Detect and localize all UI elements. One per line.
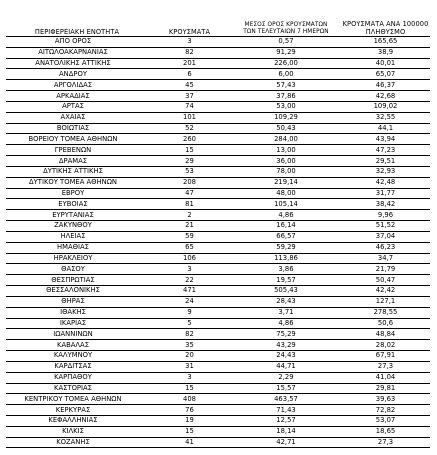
- table-row: [6, 145, 430, 156]
- table-row: [6, 242, 430, 253]
- table-row: [6, 264, 430, 275]
- table-row: [6, 47, 430, 58]
- table-row: [6, 123, 430, 134]
- cell-seven-day-average: 6,00: [231, 69, 341, 80]
- table-row: [6, 372, 430, 383]
- cell-regional-unit: ΙΩΑΝΝΙΝΩΝ: [6, 329, 148, 340]
- cases-table: [6, 10, 430, 448]
- cell-cases: 5: [148, 318, 231, 329]
- cell-seven-day-average: 2,29: [231, 372, 341, 383]
- header-regional-unit: ΠΕΡΙΦΕΡΕΙΑΚΗ ΕΝΟΤΗΤΑ: [6, 10, 148, 37]
- cell-cases-per-100k: 42,68: [341, 91, 430, 102]
- cell-regional-unit: ΘΕΣΣΑΛΟΝΙΚΗΣ: [6, 286, 148, 297]
- cell-regional-unit: ΚΑΡΠΑΘΟΥ: [6, 372, 148, 383]
- cell-regional-unit: ΑΝΔΡΟΥ: [6, 69, 148, 80]
- cell-cases: 59: [148, 231, 231, 242]
- cell-cases-per-100k: 72,82: [341, 405, 430, 416]
- cell-regional-unit: ΖΑΚΥΝΘΟΥ: [6, 221, 148, 232]
- cell-cases-per-100k: 51,52: [341, 221, 430, 232]
- table-row: [6, 188, 430, 199]
- cell-cases: 3: [148, 37, 231, 48]
- table-row: [6, 221, 430, 232]
- cell-regional-unit: ΔΥΤΙΚΟΥ ΤΟΜΕΑ ΑΘΗΝΩΝ: [6, 177, 148, 188]
- cell-cases: 82: [148, 47, 231, 58]
- table-row: [6, 231, 430, 242]
- cell-cases: 45: [148, 80, 231, 91]
- cell-cases-per-100k: 28,02: [341, 340, 430, 351]
- table-row: [6, 37, 430, 48]
- cell-cases-per-100k: 278,55: [341, 307, 430, 318]
- cell-regional-unit: ΘΕΣΠΡΩΤΙΑΣ: [6, 275, 148, 286]
- table-row: [6, 166, 430, 177]
- cell-cases: 9: [148, 307, 231, 318]
- cell-regional-unit: ΚΟΖΑΝΗΣ: [6, 437, 148, 448]
- cell-seven-day-average: 4,86: [231, 318, 341, 329]
- header-rate-line1: ΚΡΟΥΣΜΑΤΑ ΑΝΑ 100000: [342, 20, 429, 28]
- cell-seven-day-average: 3,86: [231, 264, 341, 275]
- cell-regional-unit: ΘΑΣΟΥ: [6, 264, 148, 275]
- cell-cases-per-100k: 42,42: [341, 286, 430, 297]
- cell-regional-unit: ΚΙΛΚΙΣ: [6, 426, 148, 437]
- cell-seven-day-average: 24,43: [231, 351, 341, 362]
- cell-cases-per-100k: 38,9: [341, 47, 430, 58]
- cell-cases-per-100k: 50,47: [341, 275, 430, 286]
- cell-cases-per-100k: 31,77: [341, 188, 430, 199]
- cell-cases: 37: [148, 91, 231, 102]
- table-row: [6, 394, 430, 405]
- cell-seven-day-average: 59,29: [231, 242, 341, 253]
- cell-cases-per-100k: 46,23: [341, 242, 430, 253]
- header-cases-per-100k: [341, 10, 430, 37]
- cell-cases: 52: [148, 123, 231, 134]
- cell-regional-unit: ΚΑΛΥΜΝΟΥ: [6, 351, 148, 362]
- header-row: [6, 10, 430, 37]
- cell-regional-unit: ΚΕΝΤΡΙΚΟΥ ΤΟΜΕΑ ΑΘΗΝΩΝ: [6, 394, 148, 405]
- cell-cases-per-100k: 109,02: [341, 101, 430, 112]
- cell-regional-unit: ΕΥΒΟΙΑΣ: [6, 199, 148, 210]
- header-seven-day-average: [231, 10, 341, 37]
- cell-regional-unit: ΑΡΓΟΛΙΔΑΣ: [6, 80, 148, 91]
- cell-cases: 81: [148, 199, 231, 210]
- cell-cases: 74: [148, 101, 231, 112]
- cell-seven-day-average: 13,00: [231, 145, 341, 156]
- cell-cases: 408: [148, 394, 231, 405]
- cell-seven-day-average: 0,57: [231, 37, 341, 48]
- cell-seven-day-average: 226,00: [231, 58, 341, 69]
- cell-cases-per-100k: 47,23: [341, 145, 430, 156]
- cell-regional-unit: ΚΕΡΚΥΡΑΣ: [6, 405, 148, 416]
- table-row: [6, 340, 430, 351]
- table-row: [6, 383, 430, 394]
- cell-cases-per-100k: 41,04: [341, 372, 430, 383]
- cell-regional-unit: ΗΛΕΙΑΣ: [6, 231, 148, 242]
- cell-cases: 82: [148, 329, 231, 340]
- cell-cases: 76: [148, 405, 231, 416]
- cell-cases-per-100k: 48,84: [341, 329, 430, 340]
- cell-seven-day-average: 12,57: [231, 415, 341, 426]
- cell-seven-day-average: 219,14: [231, 177, 341, 188]
- cell-cases: 31: [148, 361, 231, 372]
- cell-cases-per-100k: 38,42: [341, 199, 430, 210]
- cell-regional-unit: ΒΟΙΩΤΙΑΣ: [6, 123, 148, 134]
- cell-cases-per-100k: 43,94: [341, 134, 430, 145]
- cell-regional-unit: ΚΑΒΑΛΑΣ: [6, 340, 148, 351]
- cell-seven-day-average: 57,43: [231, 80, 341, 91]
- cell-regional-unit: ΑΡΤΑΣ: [6, 101, 148, 112]
- cell-cases-per-100k: 39,63: [341, 394, 430, 405]
- cell-seven-day-average: 105,14: [231, 199, 341, 210]
- cell-cases-per-100k: 34,7: [341, 253, 430, 264]
- cell-regional-unit: ΑΙΤΩΛΟΑΚΑΡΝΑΝΙΑΣ: [6, 47, 148, 58]
- cell-seven-day-average: 78,00: [231, 166, 341, 177]
- cell-cases: 15: [148, 426, 231, 437]
- cell-seven-day-average: 42,71: [231, 437, 341, 448]
- cell-seven-day-average: 91,29: [231, 47, 341, 58]
- table-row: [6, 307, 430, 318]
- table-row: [6, 177, 430, 188]
- cell-regional-unit: ΑΝΑΤΟΛΙΚΗΣ ΑΤΤΙΚΗΣ: [6, 58, 148, 69]
- cell-seven-day-average: 19,57: [231, 275, 341, 286]
- cell-cases: 20: [148, 351, 231, 362]
- cell-seven-day-average: 113,86: [231, 253, 341, 264]
- cell-seven-day-average: 505,43: [231, 286, 341, 297]
- cell-seven-day-average: 66,57: [231, 231, 341, 242]
- cell-regional-unit: ΑΧΑΪΑΣ: [6, 112, 148, 123]
- cell-regional-unit: ΙΘΑΚΗΣ: [6, 307, 148, 318]
- cell-cases-per-100k: 32,93: [341, 166, 430, 177]
- cell-cases-per-100k: 65,07: [341, 69, 430, 80]
- cell-cases-per-100k: 67,91: [341, 351, 430, 362]
- cell-cases: 260: [148, 134, 231, 145]
- cell-seven-day-average: 284,00: [231, 134, 341, 145]
- cell-regional-unit: ΔΥΤΙΚΗΣ ΑΤΤΙΚΗΣ: [6, 166, 148, 177]
- header-avg-line2: ΤΩΝ ΤΕΛΕΥΤΑΙΩΝ 7 ΗΜΕΡΩΝ: [243, 29, 329, 35]
- cell-cases: 3: [148, 264, 231, 275]
- cell-cases: 201: [148, 58, 231, 69]
- cell-regional-unit: ΕΒΡΟΥ: [6, 188, 148, 199]
- cell-cases: 6: [148, 69, 231, 80]
- cell-cases: 21: [148, 221, 231, 232]
- cell-cases-per-100k: 32,55: [341, 112, 430, 123]
- cell-regional-unit: ΚΑΣΤΟΡΙΑΣ: [6, 383, 148, 394]
- table-row: [6, 199, 430, 210]
- cell-cases-per-100k: 29,51: [341, 156, 430, 167]
- cell-seven-day-average: 463,57: [231, 394, 341, 405]
- cell-cases: 29: [148, 156, 231, 167]
- cell-cases: 53: [148, 166, 231, 177]
- cell-cases-per-100k: 29,81: [341, 383, 430, 394]
- table-body: [6, 37, 430, 448]
- table-row: [6, 286, 430, 297]
- cell-regional-unit: ΙΚΑΡΙΑΣ: [6, 318, 148, 329]
- cell-cases-per-100k: 18,65: [341, 426, 430, 437]
- cell-cases-per-100k: 50,6: [341, 318, 430, 329]
- cell-seven-day-average: 28,43: [231, 296, 341, 307]
- cell-cases-per-100k: 127,1: [341, 296, 430, 307]
- cell-cases-per-100k: 53,07: [341, 415, 430, 426]
- cell-regional-unit: ΑΠΟ ΟΡΟΣ: [6, 37, 148, 48]
- table-row: [6, 253, 430, 264]
- table-row: [6, 351, 430, 362]
- cell-cases-per-100k: 165,65: [341, 37, 430, 48]
- cell-cases: 208: [148, 177, 231, 188]
- cell-regional-unit: ΔΡΑΜΑΣ: [6, 156, 148, 167]
- cell-cases: 3: [148, 372, 231, 383]
- cell-seven-day-average: 36,00: [231, 156, 341, 167]
- header-cases: ΚΡΟΥΣΜΑΤΑ: [148, 10, 231, 37]
- cell-seven-day-average: 75,29: [231, 329, 341, 340]
- header-avg-line1: ΜΕΣΟΣ ΟΡΟΣ ΚΡΟΥΣΜΑΤΩΝ: [244, 22, 328, 28]
- cell-seven-day-average: 109,29: [231, 112, 341, 123]
- cell-cases-per-100k: 44,1: [341, 123, 430, 134]
- header-rate-line2: ΠΛΗΘΥΣΜΟ: [365, 28, 406, 36]
- table-row: [6, 329, 430, 340]
- table-row: [6, 405, 430, 416]
- cell-regional-unit: ΗΜΑΘΙΑΣ: [6, 242, 148, 253]
- table-row: [6, 80, 430, 91]
- cell-regional-unit: ΕΥΡΥΤΑΝΙΑΣ: [6, 210, 148, 221]
- cell-cases: 19: [148, 415, 231, 426]
- cell-cases: 24: [148, 296, 231, 307]
- cell-regional-unit: ΚΑΡΔΙΤΣΑΣ: [6, 361, 148, 372]
- table-row: [6, 69, 430, 80]
- cell-cases-per-100k: 37,04: [341, 231, 430, 242]
- cell-seven-day-average: 4,86: [231, 210, 341, 221]
- cell-cases: 65: [148, 242, 231, 253]
- table-row: [6, 101, 430, 112]
- cell-seven-day-average: 15,57: [231, 383, 341, 394]
- table-row: [6, 361, 430, 372]
- cell-cases: 2: [148, 210, 231, 221]
- cell-cases-per-100k: 40,01: [341, 58, 430, 69]
- table-row: [6, 415, 430, 426]
- cell-cases: 35: [148, 340, 231, 351]
- cell-seven-day-average: 3,71: [231, 307, 341, 318]
- cell-cases-per-100k: 42,48: [341, 177, 430, 188]
- cell-cases: 47: [148, 188, 231, 199]
- table-row: [6, 91, 430, 102]
- cell-cases-per-100k: 27,3: [341, 437, 430, 448]
- table-row: [6, 156, 430, 167]
- cell-regional-unit: ΒΟΡΕΙΟΥ ΤΟΜΕΑ ΑΘΗΝΩΝ: [6, 134, 148, 145]
- cell-regional-unit: ΓΡΕΒΕΝΩΝ: [6, 145, 148, 156]
- cell-seven-day-average: 16,14: [231, 221, 341, 232]
- cell-cases: 41: [148, 437, 231, 448]
- cell-cases-per-100k: 9,96: [341, 210, 430, 221]
- table-row: [6, 437, 430, 448]
- cell-regional-unit: ΑΡΚΑΔΙΑΣ: [6, 91, 148, 102]
- table-row: [6, 112, 430, 123]
- cell-seven-day-average: 48,00: [231, 188, 341, 199]
- cell-cases-per-100k: 21,79: [341, 264, 430, 275]
- cell-cases: 106: [148, 253, 231, 264]
- table-row: [6, 426, 430, 437]
- cell-seven-day-average: 18,14: [231, 426, 341, 437]
- cell-seven-day-average: 43,29: [231, 340, 341, 351]
- cell-cases: 101: [148, 112, 231, 123]
- table-row: [6, 58, 430, 69]
- cell-regional-unit: ΗΡΑΚΛΕΙΟΥ: [6, 253, 148, 264]
- table-row: [6, 210, 430, 221]
- cell-cases: 22: [148, 275, 231, 286]
- cell-seven-day-average: 53,00: [231, 101, 341, 112]
- cell-seven-day-average: 37,86: [231, 91, 341, 102]
- cell-seven-day-average: 50,43: [231, 123, 341, 134]
- cell-cases: 15: [148, 383, 231, 394]
- table-header: [6, 10, 430, 37]
- cell-seven-day-average: 44,71: [231, 361, 341, 372]
- cell-cases-per-100k: 27,3: [341, 361, 430, 372]
- table-row: [6, 134, 430, 145]
- cell-cases-per-100k: 46,37: [341, 80, 430, 91]
- table-row: [6, 318, 430, 329]
- cell-seven-day-average: 71,43: [231, 405, 341, 416]
- cell-cases: 471: [148, 286, 231, 297]
- table-row: [6, 296, 430, 307]
- cell-cases: 15: [148, 145, 231, 156]
- cell-regional-unit: ΚΕΦΑΛΛΗΝΙΑΣ: [6, 415, 148, 426]
- cell-regional-unit: ΘΗΡΑΣ: [6, 296, 148, 307]
- table-row: [6, 275, 430, 286]
